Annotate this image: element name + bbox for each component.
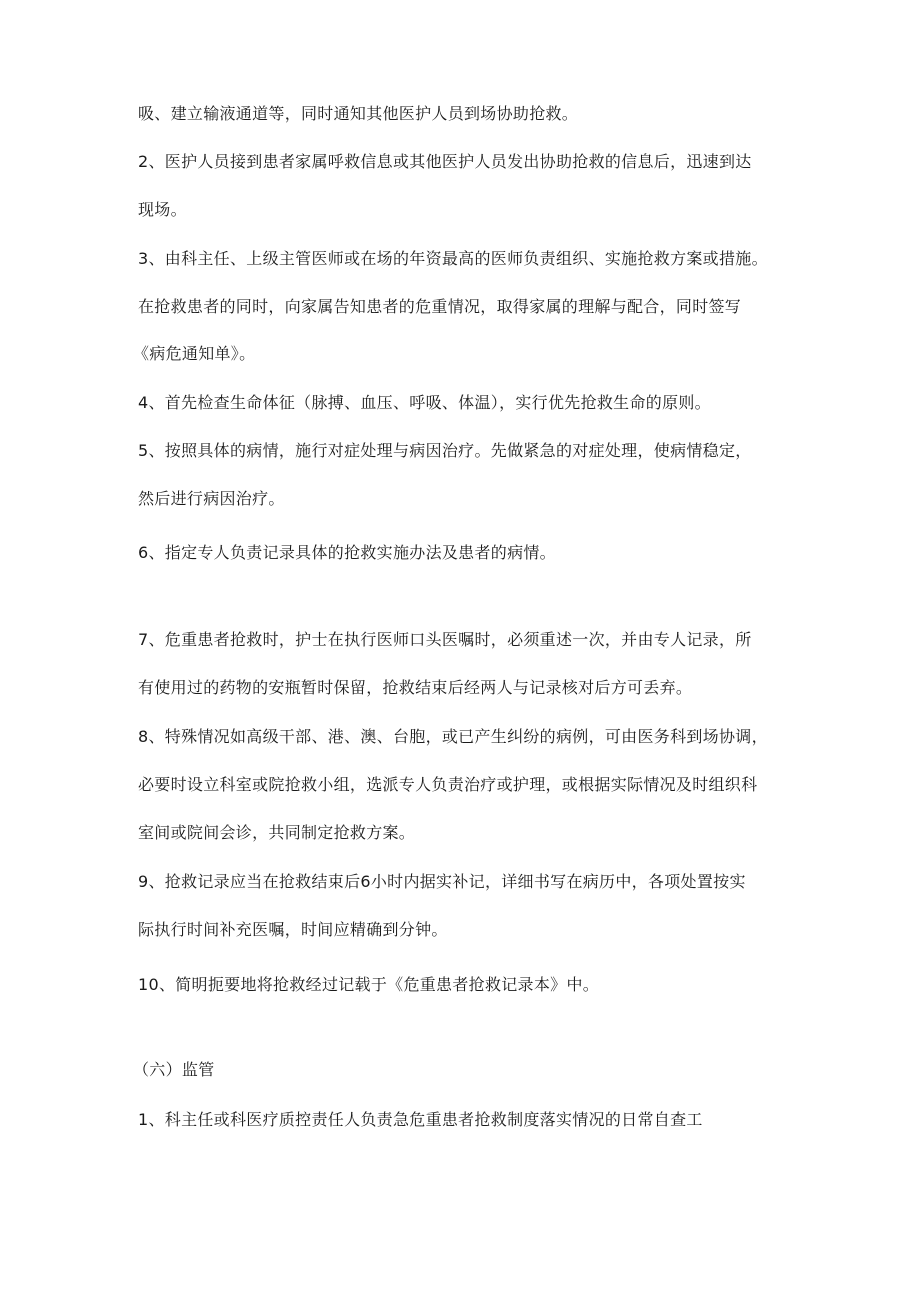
text-line: 3、由科主任、上级主管医师或在场的年资最高的医师负责组织、实施抢救方案或措施。 <box>138 249 768 268</box>
text-line: 4、首先检查生命体征（脉搏、血压、呼吸、体温），实行优先抢救生命的原则。 <box>138 393 711 412</box>
text-line: 10、简明扼要地将抢救经过记载于《危重患者抢救记录本》中。 <box>138 975 600 994</box>
text-line: 6、指定专人负责记录具体的抢救实施办法及患者的病情。 <box>138 543 556 562</box>
text-line: 8、特殊情况如高级干部、港、澳、台胞，或已产生纠纷的病例，可由医务科到场协调， <box>138 727 768 746</box>
text-line: 在抢救患者的同时，向家属告知患者的危重情况，取得家属的理解与配合，同时签写 <box>138 297 742 316</box>
text-line: 室间或院间会诊，共同制定抢救方案。 <box>138 823 416 842</box>
text-line: 吸、建立输液通道等，同时通知其他医护人员到场协助抢救。 <box>138 104 579 123</box>
section-heading: （六）监管 <box>133 1060 215 1079</box>
text-line: 必要时设立科室或院抢救小组，选派专人负责治疗或护理，或根据实际情况及时组织科 <box>138 775 758 794</box>
text-line: 际执行时间补充医嘱，时间应精确到分钟。 <box>138 920 448 939</box>
text-line: 有使用过的药物的安瓶暂时保留，抢救结束后经两人与记录核对后方可丢弃。 <box>138 678 693 697</box>
text-line: 1、科主任或科医疗质控责任人负责急危重患者抢救制度落实情况的日常自查工 <box>138 1110 703 1129</box>
text-line: 现场。 <box>138 200 187 219</box>
text-line: 9、抢救记录应当在抢救结束后6小时内据实补记，详细书写在病历中，各项处置按实 <box>138 872 746 891</box>
text-line: 5、按照具体的病情，施行对症处理与病因治疗。先做紧急的对症处理，使病情稳定， <box>138 441 752 460</box>
text-line: 《病危通知单》。 <box>133 344 256 363</box>
text-line: 然后进行病因治疗。 <box>138 489 285 508</box>
text-line: 7、危重患者抢救时，护士在执行医师口头医嘱时，必须重述一次，并由专人记录，所 <box>138 630 752 649</box>
text-line: 2、医护人员接到患者家属呼救信息或其他医护人员发出协助抢救的信息后，迅速到达 <box>138 152 752 171</box>
